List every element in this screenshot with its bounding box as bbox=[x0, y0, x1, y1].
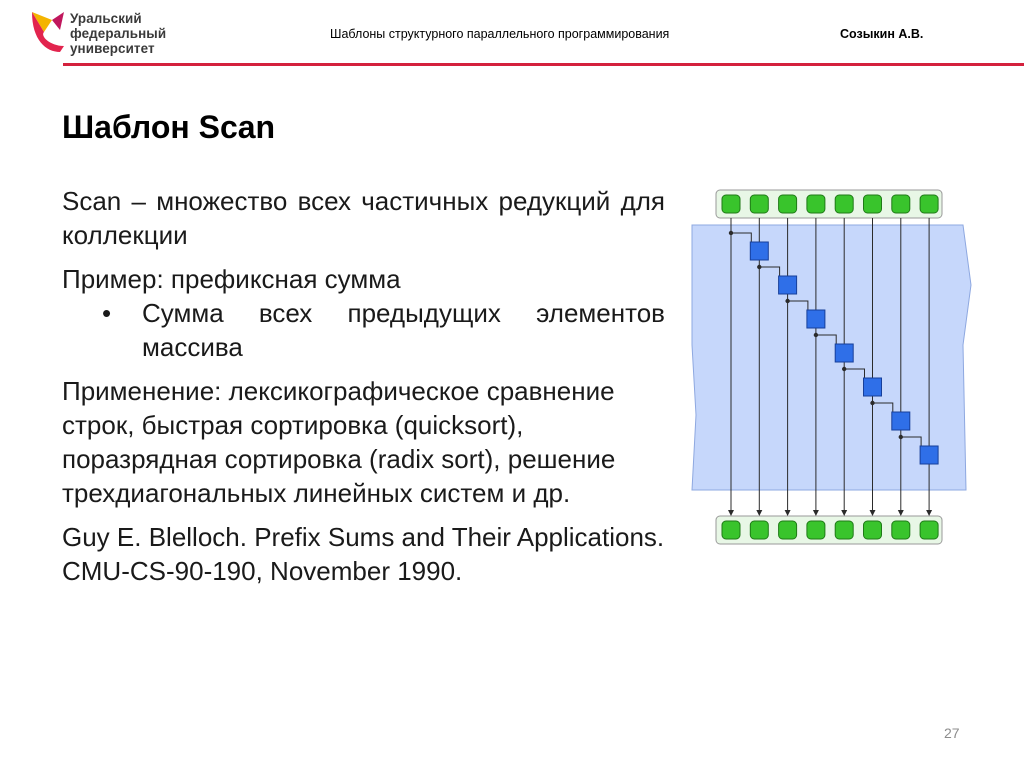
output-cell bbox=[807, 521, 825, 539]
output-cell bbox=[835, 521, 853, 539]
bullet-text: Сумма всех предыдущих элементов массива bbox=[142, 298, 665, 362]
arrow-head bbox=[841, 510, 847, 516]
arrow-head bbox=[898, 510, 904, 516]
input-cell bbox=[835, 195, 853, 213]
output-cell bbox=[864, 521, 882, 539]
input-cell bbox=[892, 195, 910, 213]
course-title: Шаблоны структурного параллельного программирования bbox=[330, 27, 670, 41]
combine-operator bbox=[835, 344, 853, 362]
combine-operator bbox=[864, 378, 882, 396]
university-logo bbox=[30, 10, 170, 58]
input-cell bbox=[920, 195, 938, 213]
logo-line: федеральный bbox=[70, 26, 167, 41]
logo-line: Уральский bbox=[70, 11, 142, 26]
output-cell bbox=[722, 521, 740, 539]
applications-text: Применение: лексикографическое сравнение строк, быстрая сортировка (quicksort), поразрядная сортировка (radix sort), решение трехдиагональных линейных систем и др. bbox=[62, 376, 616, 508]
input-cell bbox=[807, 195, 825, 213]
bullet-icon: • bbox=[102, 298, 112, 328]
bullet-item bbox=[62, 296, 665, 364]
combine-operator bbox=[779, 276, 797, 294]
arrow-head bbox=[870, 510, 876, 516]
input-cell bbox=[750, 195, 768, 213]
input-cell bbox=[779, 195, 797, 213]
input-cell bbox=[722, 195, 740, 213]
combine-operator bbox=[807, 310, 825, 328]
reference-text: Guy E. Blelloch. Prefix Sums and Their Applications. CMU-CS-90-190, November 1990. bbox=[62, 522, 665, 586]
combine-operator bbox=[892, 412, 910, 430]
output-cell bbox=[779, 521, 797, 539]
header-divider bbox=[63, 63, 1024, 66]
arrow-head bbox=[926, 510, 932, 516]
slide-content bbox=[62, 184, 665, 588]
input-cell bbox=[864, 195, 882, 213]
definition-text: Scan – множество всех частичных редукций для коллекции bbox=[62, 186, 665, 250]
combine-operator bbox=[750, 242, 768, 260]
scan-pattern-diagram bbox=[690, 185, 975, 550]
output-cell bbox=[920, 521, 938, 539]
output-cell bbox=[892, 521, 910, 539]
urfu-logo-icon bbox=[30, 10, 64, 54]
slide-title: Шаблон Scan bbox=[62, 109, 276, 145]
logo-text bbox=[70, 11, 166, 56]
output-cell bbox=[750, 521, 768, 539]
author-name: Созыкин А.В. bbox=[840, 27, 924, 41]
arrow-head bbox=[785, 510, 791, 516]
arrow-head bbox=[813, 510, 819, 516]
logo-line: университет bbox=[70, 41, 155, 56]
example-label: Пример: префиксная сумма bbox=[62, 264, 401, 294]
combine-operator bbox=[920, 446, 938, 464]
arrow-head bbox=[756, 510, 762, 516]
page-number: 27 bbox=[944, 725, 960, 741]
arrow-head bbox=[728, 510, 734, 516]
